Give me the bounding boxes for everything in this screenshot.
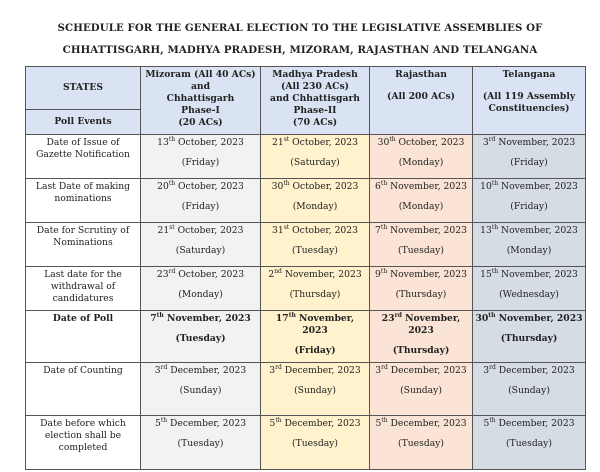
weekday: (Saturday) <box>175 245 226 256</box>
date-cell <box>141 179 261 223</box>
header-line: (All 230 ACs) <box>281 81 349 92</box>
date-part: November, 2023 <box>387 225 467 236</box>
date-part: th <box>168 135 176 143</box>
date-part: th <box>380 223 388 231</box>
date-part: November, 2023 <box>495 137 576 148</box>
table-row <box>26 267 586 311</box>
date-text <box>157 181 244 192</box>
header-line: Rajasthan <box>395 69 447 80</box>
date-part: nd <box>274 267 282 275</box>
date-cell <box>473 267 586 311</box>
header-line: Phase-I <box>181 105 220 116</box>
weekday: (Thursday) <box>289 289 341 300</box>
date-part: th <box>380 179 388 187</box>
date-text <box>476 313 583 324</box>
weekday: (Monday) <box>398 201 444 212</box>
header-line: Mizoram (All 40 ACs) <box>145 69 256 80</box>
date-part: rd <box>489 363 496 371</box>
date-part: 23 <box>381 313 395 324</box>
date-part: 31 <box>272 225 284 236</box>
weekday: (Friday) <box>181 201 220 212</box>
weekday: (Sunday) <box>179 385 222 396</box>
header-telangana <box>473 67 586 135</box>
date-part: th <box>389 135 396 143</box>
date-cell <box>261 267 370 311</box>
date-part: December, 2023 <box>167 418 247 429</box>
date-cell <box>141 416 261 470</box>
table-row <box>26 223 586 267</box>
poll-event-label: Date for Scrutiny of Nominations <box>26 223 141 267</box>
date-part: th <box>491 223 499 231</box>
weekday: (Friday) <box>294 345 336 356</box>
date-cell <box>141 135 261 179</box>
date-cell <box>370 363 473 416</box>
weekday: (Friday) <box>181 157 220 168</box>
header-line: (70 ACs) <box>292 117 338 128</box>
header-line: (All 119 Assembly Constituencies) <box>482 91 576 114</box>
date-cell <box>261 311 370 363</box>
date-part: October, 2023 <box>175 181 244 192</box>
date-part: 3 <box>482 137 489 148</box>
date-part: December, 2023 <box>281 365 361 376</box>
weekday: (Monday) <box>398 157 444 168</box>
weekday: (Tuesday) <box>292 438 338 449</box>
date-text <box>276 313 354 336</box>
date-part: 5 <box>154 418 161 429</box>
date-text <box>480 181 578 192</box>
date-cell <box>261 135 370 179</box>
date-cell <box>261 416 370 470</box>
date-text <box>483 137 575 148</box>
date-part: 5 <box>269 418 276 429</box>
date-part: th <box>491 267 499 275</box>
header-madhya-pradesh-chhattisgarh-2 <box>261 67 370 135</box>
date-part: November, 2023 <box>495 313 583 324</box>
date-part: December, 2023 <box>281 418 361 429</box>
date-cell <box>473 179 586 223</box>
date-cell <box>370 416 473 470</box>
header-line: and <box>190 81 211 92</box>
date-part: October, 2023 <box>395 137 465 148</box>
weekday: (Monday) <box>178 289 223 300</box>
header-line: Telangana <box>502 69 556 80</box>
date-part: 13 <box>480 225 492 236</box>
date-part: th <box>168 179 176 187</box>
date-text <box>375 418 466 429</box>
date-text <box>272 137 358 148</box>
date-text <box>382 313 460 336</box>
date-text <box>480 269 578 280</box>
date-part: 30 <box>271 181 284 192</box>
header-poll-events: Poll Events <box>26 110 141 135</box>
date-part: 9 <box>375 269 381 280</box>
date-cell <box>473 363 586 416</box>
date-part: 15 <box>480 269 492 280</box>
table-row <box>26 311 586 363</box>
weekday: (Sunday) <box>508 385 550 396</box>
header-line: Chhattisgarh <box>166 93 235 104</box>
date-part: th <box>283 179 290 187</box>
date-part: November, 2023 <box>498 225 578 236</box>
weekday: (Tuesday) <box>292 245 338 256</box>
date-part: th <box>156 311 164 319</box>
date-text <box>375 181 467 192</box>
date-text <box>375 225 467 236</box>
weekday: (Tuesday) <box>398 245 444 256</box>
date-part: 6 <box>375 181 381 192</box>
date-text <box>272 225 358 236</box>
date-part: December, 2023 <box>387 418 467 429</box>
date-text <box>378 137 465 148</box>
date-part: 2 <box>268 269 275 280</box>
weekday: (Tuesday) <box>506 438 552 449</box>
date-cell <box>261 363 370 416</box>
date-part: 23 <box>156 269 169 280</box>
date-cell <box>141 363 261 416</box>
weekday: (Thursday) <box>392 345 450 356</box>
date-text <box>269 365 361 376</box>
date-part: 30 <box>475 313 489 324</box>
date-part: rd <box>381 363 388 371</box>
table-row <box>26 363 586 416</box>
header-line: and Chhattisgarh <box>270 93 360 104</box>
date-part: December, 2023 <box>167 365 247 376</box>
date-part: November, 2023 <box>281 269 362 280</box>
date-part: th <box>160 416 168 424</box>
header-line: (20 ACs) <box>178 117 223 128</box>
date-text <box>155 365 247 376</box>
table-row <box>26 135 586 179</box>
date-part: November, 2023 <box>163 313 251 324</box>
date-part: 13 <box>157 137 169 148</box>
weekday: (Saturday) <box>290 157 340 168</box>
date-cell <box>370 311 473 363</box>
date-part: rd <box>394 311 402 319</box>
header-line: Madhya Pradesh <box>272 69 358 80</box>
poll-event-label: Date before which election shall be completed <box>26 416 141 470</box>
date-cell <box>370 135 473 179</box>
date-part: 5 <box>375 418 382 429</box>
date-part: October, 2023 <box>289 181 359 192</box>
header-states: STATES <box>26 67 141 110</box>
date-part: October, 2023 <box>289 225 358 236</box>
poll-event-label: Date of Issue of Gazette Notification <box>26 135 141 179</box>
date-cell <box>141 267 261 311</box>
date-part: 3 <box>269 365 276 376</box>
date-cell <box>141 223 261 267</box>
date-part: rd <box>275 363 282 371</box>
date-cell <box>370 223 473 267</box>
date-part: November, 2023 <box>295 313 355 336</box>
table-row <box>26 179 586 223</box>
weekday: (Monday) <box>506 245 552 256</box>
header-line: Phase-II <box>293 105 337 116</box>
date-part: rd <box>168 267 176 275</box>
weekday: (Sunday) <box>400 385 442 396</box>
date-part: October, 2023 <box>174 225 244 236</box>
poll-event-label: Last date for the withdrawal of candidatures <box>26 267 141 311</box>
weekday: (Friday) <box>510 201 548 212</box>
date-part: 5 <box>483 418 490 429</box>
date-part: November, 2023 <box>498 269 578 280</box>
date-part: 3 <box>375 365 382 376</box>
date-part: 30 <box>377 137 390 148</box>
date-text <box>375 269 467 280</box>
date-part: 3 <box>154 365 161 376</box>
date-part: st <box>169 223 175 231</box>
date-cell <box>370 179 473 223</box>
date-part: 10 <box>480 181 492 192</box>
date-text <box>375 365 467 376</box>
date-part: December, 2023 <box>495 365 575 376</box>
date-part: th <box>488 311 496 319</box>
weekday: (Monday) <box>292 201 338 212</box>
weekday: (Tuesday) <box>175 333 226 344</box>
date-part: th <box>381 416 388 424</box>
poll-event-label: Date of Counting <box>26 363 141 416</box>
date-part: December, 2023 <box>495 418 575 429</box>
weekday: (Thursday) <box>395 289 447 300</box>
date-part: 17 <box>275 313 289 324</box>
date-part: 3 <box>483 365 490 376</box>
document-title-line1: SCHEDULE FOR THE GENERAL ELECTION TO THE LEGISLATIVE ASSEMBLIES OF <box>57 22 543 34</box>
date-part: 7 <box>150 313 157 324</box>
date-cell <box>141 311 261 363</box>
election-schedule-table <box>25 66 586 470</box>
weekday: (Wednesday) <box>499 289 559 300</box>
date-cell <box>473 135 586 179</box>
date-part: November, 2023 <box>401 313 461 336</box>
date-text <box>268 269 361 280</box>
date-text <box>155 418 246 429</box>
date-part: November, 2023 <box>387 181 467 192</box>
date-cell <box>261 223 370 267</box>
poll-event-label: Last Date of making nominations <box>26 179 141 223</box>
date-part: st <box>283 223 290 231</box>
date-part: 21 <box>157 225 170 236</box>
date-text <box>272 181 359 192</box>
date-part: 20 <box>157 181 169 192</box>
date-part: October, 2023 <box>175 269 245 280</box>
date-part: October, 2023 <box>289 137 358 148</box>
date-part: th <box>288 311 296 319</box>
header-mizoram-chhattisgarh-1 <box>141 67 261 135</box>
date-text <box>150 313 251 324</box>
date-part: December, 2023 <box>387 365 467 376</box>
date-part: th <box>489 416 496 424</box>
date-text <box>158 225 244 236</box>
date-part: th <box>275 416 282 424</box>
date-part: st <box>283 135 290 143</box>
date-part: rd <box>160 363 168 371</box>
weekday: (Tuesday) <box>398 438 444 449</box>
weekday: (Sunday) <box>294 385 336 396</box>
date-cell <box>473 416 586 470</box>
date-part: October, 2023 <box>175 137 244 148</box>
date-cell <box>261 179 370 223</box>
weekday: (Tuesday) <box>177 438 224 449</box>
date-part: th <box>491 179 499 187</box>
date-cell <box>473 311 586 363</box>
weekday: (Thursday) <box>500 333 558 344</box>
table-row <box>26 416 586 470</box>
header-line: (All 200 ACs) <box>387 91 455 102</box>
date-cell <box>370 267 473 311</box>
date-part: November, 2023 <box>498 181 578 192</box>
poll-event-label: Date of Poll <box>26 311 141 363</box>
date-text <box>483 365 575 376</box>
date-part: November, 2023 <box>387 269 467 280</box>
date-text <box>269 418 360 429</box>
weekday: (Friday) <box>510 157 548 168</box>
header-rajasthan <box>370 67 473 135</box>
date-part: 21 <box>272 137 284 148</box>
date-text <box>157 137 244 148</box>
date-text <box>483 418 574 429</box>
date-text <box>157 269 244 280</box>
date-part: 7 <box>375 225 381 236</box>
date-text <box>480 225 578 236</box>
date-part: th <box>380 267 388 275</box>
date-cell <box>473 223 586 267</box>
date-part: rd <box>488 135 496 143</box>
document-title-line2: CHHATTISGARH, MADHYA PRADESH, MIZORAM, RAJASTHAN AND TELANGANA <box>62 44 538 56</box>
